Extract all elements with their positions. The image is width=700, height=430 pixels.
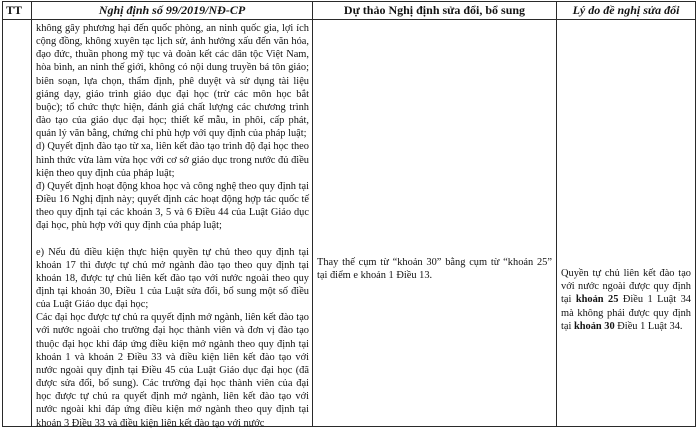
reason-text-part: Điều 1 Luật 34.	[614, 320, 683, 332]
reason-text-part: Điều 1 Luật 34 mà không phải được quy định tại	[561, 294, 692, 332]
decree-paragraph: e) Nếu đủ điều kiện thực hiện quyền tự chủ theo quy định tại khoản 17 thì được tự chủ mở ngành đào tạo theo quy định tại khoản 18, được tự chủ liên kết đào tạo với nước ngoài theo quy định tại khoản 30, Điều 1 của Luật sửa đổi, bổ sung một số điều của Luật Giáo dục đại học;	[36, 246, 309, 311]
decree-paragraph: Các đại học được tự chủ ra quyết định mở ngành, liên kết đào tạo với nước ngoài cho trường đại học thành viên và đơn vị đào tạo thuộc đại học khi đáp ứng điều kiện mở ngành theo quy định tại khoản 1 và khoản 2 Điều 33 và điều kiện liên kết đào tạo với nước ngoài quy định tại Điều 45 của Luật Giáo dục đại học (đã được sửa đổi, bổ sung). Các trường đại học thành viên của đại học được tự chủ ra quyết định mở ngành, liên kết đào tạo với nước ngoài khi đáp ứng điều kiện mở ngành theo quy định tại khoản 3 Điều 33 và điều kiện liên kết đào tạo với nước	[36, 312, 309, 429]
header-draft: Dự thảo Nghị định sửa đổi, bổ sung	[313, 2, 556, 20]
reason-text	[561, 267, 691, 333]
decree-paragraph: không gây phương hại đến quốc phòng, an ninh quốc gia, lợi ích cộng đồng, không xuyên tạc lịch sử, ảnh hưởng xấu đến văn hóa, đạo đức, thuần phong mỹ tục và đoàn kết các dân tộc Việt Nam, hòa bình, an ninh thế giới, không có nội dung truyền bá tôn giáo; biên soạn, lựa chọn, thẩm định, phê duyệt và sử dụng tài liệu giảng dạy, giáo trình giáo dục đại học (trừ các môn học bắt buộc); tổ chức thực hiện, đánh giá chất lượng các chương trình đào tạo của giáo dục đại học; thiết kế mẫu, in phôi, cấp phát, quản lý văn bằng, chứng chỉ phù hợp với quy định của pháp luật;	[36, 23, 309, 140]
reason-bold-clause: khoản 25	[575, 294, 619, 306]
column-reason	[557, 2, 695, 426]
draft-paragraph: Thay thế cụm từ “khoản 30” bằng cụm từ “khoản 25” tại điểm e khoản 1 Điều 13.	[317, 257, 552, 282]
reason-paragraph	[561, 267, 691, 333]
paragraph-gap	[36, 233, 309, 246]
draft-text	[317, 256, 552, 282]
column-decree	[32, 2, 313, 429]
decree-paragraph: đ) Quyết định hoạt động khoa học và công nghệ theo quy định tại Điều 16 Nghị định này; quyết định các hoạt động hợp tác quốc tế theo quy định tại các khoản 3, 5 và 6 Điều 44 của Luật Giáo dục đại học, phù hợp với quy định của pháp luật;	[36, 180, 309, 232]
column-draft	[313, 2, 557, 426]
reason-bold-clause: khoản 30	[573, 320, 615, 332]
decree-text	[32, 20, 312, 430]
column-tt	[3, 2, 32, 426]
decree-paragraph: d) Quyết định đào tạo từ xa, liên kết đào tạo trình độ đại học theo hình thức vừa làm vừa học với cơ sở giáo dục trong nước đủ điều kiện theo quy định của pháp luật;	[36, 141, 309, 179]
header-decree: Nghị định số 99/2019/NĐ-CP	[32, 2, 312, 20]
reason-text-part: Quyền tự chủ liên kết đào tạo với nước ngoài được quy định tại	[561, 268, 691, 306]
header-reason: Lý do đề nghị sửa đổi	[557, 2, 695, 20]
header-tt: TT	[3, 2, 31, 20]
legal-comparison-table	[2, 1, 696, 427]
